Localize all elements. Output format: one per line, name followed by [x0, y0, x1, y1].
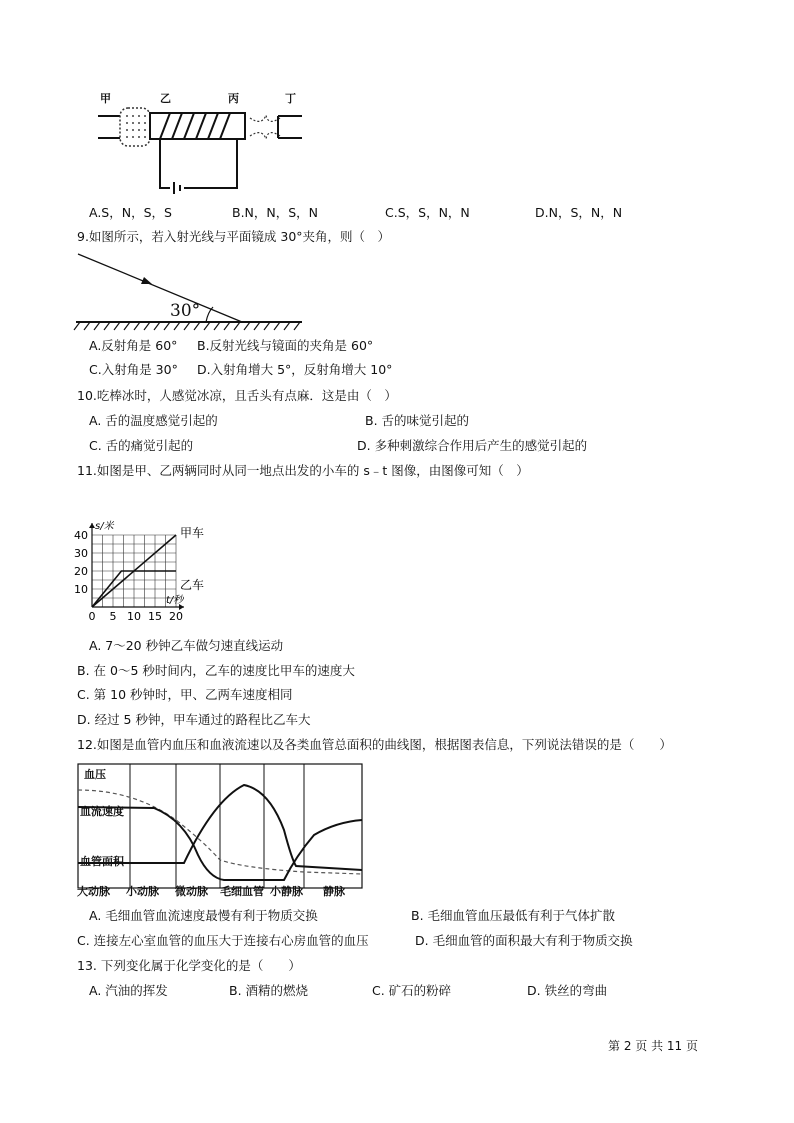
y-tick-label: 30: [74, 547, 88, 560]
q8-option-a: A.S，N，S，S: [89, 205, 172, 220]
q8-option-b: B.N，N，S，N: [232, 205, 319, 220]
x-tick-label: 20: [169, 610, 183, 623]
q10-option-b: B. 舌的味觉引起的: [365, 413, 470, 428]
legend-vessel-area: 血管面积: [80, 855, 124, 868]
y-tick-label: 40: [74, 529, 88, 542]
q9-angle-label: 30°: [170, 301, 201, 321]
q12-option-d: D. 毛细血管的面积最大有利于物质交换: [415, 933, 633, 948]
label-yi: 乙: [160, 92, 171, 105]
q11-stem: 11.如图是甲、乙两辆同时从同一地点出发的小车的 s﹣t 图像，由图像可知（ ）: [77, 463, 529, 478]
q11-option-c: C. 第 10 秒钟时，甲、乙两车速度相同: [77, 687, 293, 702]
q9-stem: 9.如图所示，若入射光线与平面镜成 30°夹角，则（ ）: [77, 229, 391, 244]
q13-option-c: C. 矿石的粉碎: [372, 983, 452, 998]
blood-vessel-plot: [74, 760, 374, 900]
q9-option-d: D.入射角增大 5°，反射角增大 10°: [197, 362, 393, 377]
label-ding: 丁: [285, 92, 296, 105]
label-bing: 丙: [228, 92, 239, 105]
category-label: 小静脉: [270, 885, 303, 898]
category-label: 微动脉: [175, 885, 208, 898]
q10-option-c: C. 舌的痛觉引起的: [89, 438, 194, 453]
category-label: 小动脉: [126, 885, 159, 898]
st-chart: [72, 515, 232, 625]
q11-option-a: A. 7～20 秒钟乙车做匀速直线运动: [89, 638, 284, 653]
q9-option-c: C.入射角是 30°: [89, 362, 178, 377]
category-label: 静脉: [323, 885, 345, 898]
x-tick-label: 0: [88, 610, 96, 623]
q12-option-c: C. 连接左心室血管的血压大于连接右心房血管的血压: [77, 933, 369, 948]
q9-option-b: B.反射光线与镜面的夹角是 60°: [197, 338, 374, 353]
q8-option-d: D.N，S，N，N: [535, 205, 623, 220]
q11-option-d: D. 经过 5 秒钟，甲车通过的路程比乙车大: [77, 712, 311, 727]
y-axis-label: s/米: [95, 521, 114, 532]
x-tick-label: 5: [109, 610, 117, 623]
page-footer: 第 2 页 共 11 页: [608, 1039, 698, 1053]
q10-stem: 10.吃棒冰时，人感觉冰凉，且舌头有点麻．这是由（ ）: [77, 388, 397, 403]
series-label: 甲车: [180, 526, 205, 540]
q12-option-a: A. 毛细血管血流速度最慢有利于物质交换: [89, 908, 318, 923]
q13-option-b: B. 酒精的燃烧: [229, 983, 309, 998]
q10-option-a: A. 舌的温度感觉引起的: [89, 413, 218, 428]
q13-stem: 13. 下列变化属于化学变化的是（ ）: [77, 958, 301, 973]
q12-stem: 12.如图是血管内血压和血液流速以及各类血管总面积的曲线图，根据图表信息，下列说法错误的是（ ）: [77, 737, 672, 752]
y-tick-label: 20: [74, 565, 88, 578]
x-tick-label: 10: [127, 610, 141, 623]
q9-option-a: A.反射角是 60°: [89, 338, 178, 353]
legend-blood-flow: 血流速度: [80, 805, 124, 818]
q11-option-b: B. 在 0～5 秒时间内，乙车的速度比甲车的速度大: [77, 663, 355, 678]
x-axis-label: t/秒: [166, 595, 184, 606]
q12-option-b: B. 毛细血管血压最低有利于气体扩散: [411, 908, 616, 923]
q13-option-a: A. 汽油的挥发: [89, 983, 168, 998]
category-label: 大动脉: [77, 885, 110, 898]
electromagnet-diagram: [0, 0, 794, 200]
q10-option-d: D. 多种刺激综合作用后产生的感觉引起的: [357, 438, 588, 453]
category-label: 毛细血管: [220, 885, 264, 898]
series-label: 乙车: [180, 578, 205, 592]
label-jia: 甲: [100, 92, 111, 105]
q13-option-d: D. 铁丝的弯曲: [527, 983, 608, 998]
x-tick-label: 15: [148, 610, 162, 623]
q8-option-c: C.S，S，N，N: [385, 205, 470, 220]
y-tick-label: 10: [74, 583, 88, 596]
legend-blood-pressure: 血压: [84, 768, 106, 781]
